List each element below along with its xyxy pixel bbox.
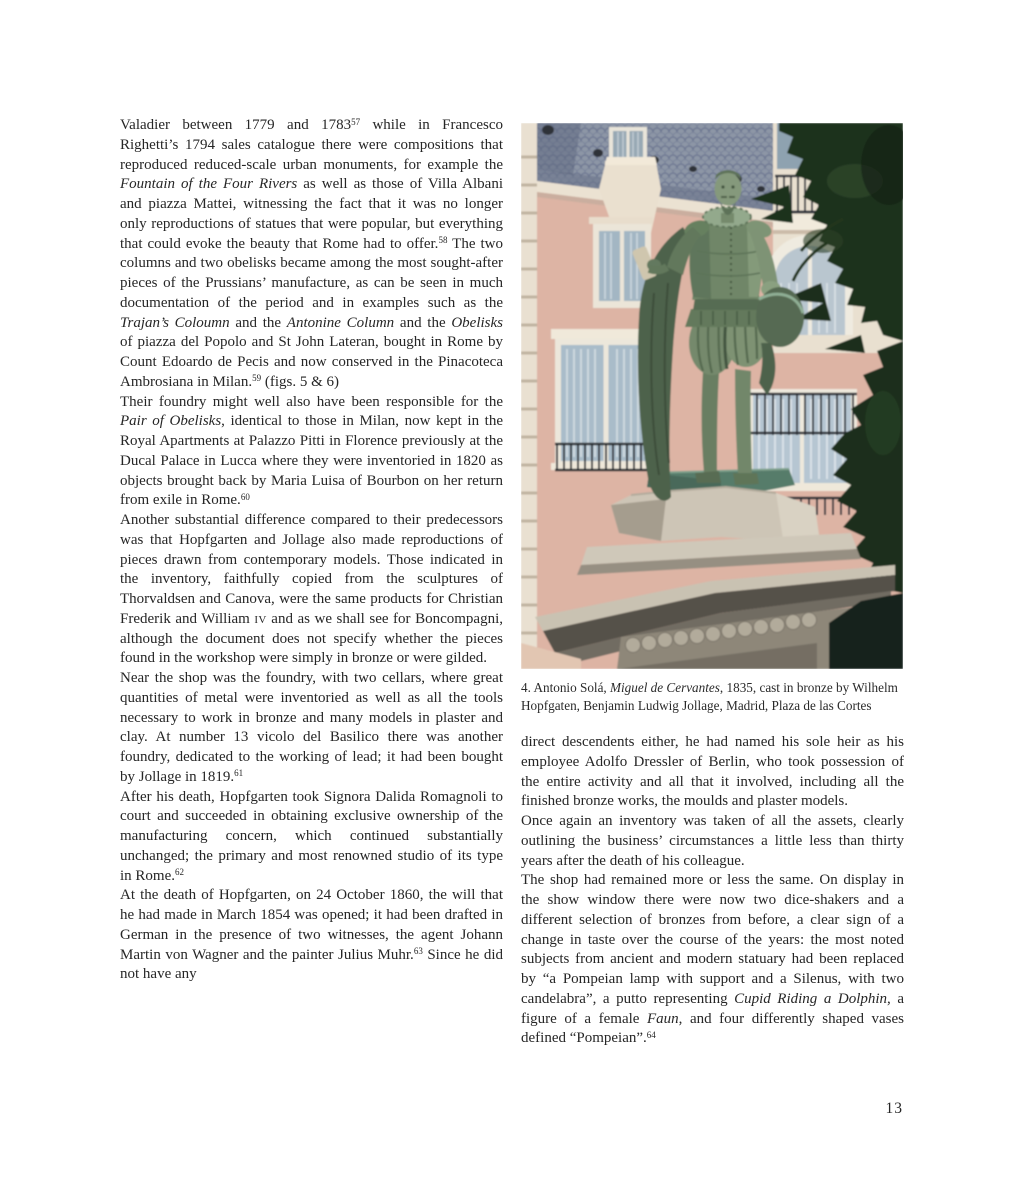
paragraph: After his death, Hopfgarten took Signora Dalida Romagnoli to court and succeeded in obtaining exclusive ownership of the manufacturing concern, which continued substantially unchanged; the primary and most renowned studio of its type in Rome.$^{62}$ <box>120 788 503 884</box>
paragraph: Once again an inventory was taken of all the assets, clearly outlining the business’ circumstances a little less than thirty years after the death of his colleague. <box>521 813 904 869</box>
left-column <box>120 116 503 985</box>
paragraph: The shop had remained more or less the same. On display in the show window there were now two dice-shakers and a different selection of bronzes from before, a clear sign of a change in taste over the course of the years: the most noted subjects from ancient and modern statuary had been replaced by “a Pompeian lamp with support and a Silenus, with two candelabra”, a putto representing Cupid Riding a Dolphin, a figure of a female Faun, and four differently shaped vases defined “Pompeian”.$^{64}$ <box>521 872 904 1047</box>
right-column <box>521 733 904 1049</box>
page-number: 13 <box>885 1100 903 1117</box>
corner-pilaster <box>521 123 537 669</box>
paragraph: Another substantial difference compared to their predecessors was that Hopfgarten and Jollage also made reproductions of pieces drawn from contemporary models. Those indicated in the inventory, faithfully copied from the sculptures of Thorvaldsen and Canova, were the same products for Christian Frederik and William iv and as we shall see for Boncompagni, although the document does not specify whether the pieces found in the workshop were simply in bronze or were gilded. <box>120 512 503 667</box>
paragraph: Near the shop was the foundry, with two cellars, where great quantities of metal were inventoried as well as all the tools necessary to work in bronze and many models in plaster and clay. At number 13 vicolo del Basilico there was another foundry, dedicated to the working of lead; it had been bought by Jollage in 1819.61 <box>120 670 503 785</box>
paragraph: direct descendents either, he had named his sole heir as his employee Adolfo Dressler of Berlin, who took possession of the entire activity and all that it involved, including all the finished bronze works, the moulds and plaster models. <box>521 734 904 810</box>
figure-4 <box>521 123 903 714</box>
paragraph: Their foundry might well also have been responsible for the Pair of Obelisks, identical to those in Milan, now kept in the Royal Apartments at Palazzo Pitti in Florence previously at the Ducal Palace in Lucca where they were inventoried in 1820 as objects brought back by Maria Luisa of Bourbon on her return from exile in Rome.$^{60}$ <box>120 393 503 509</box>
figure-photo <box>521 123 903 669</box>
figure-caption: 4. Antonio Solá, Miguel de Cervantes, 1835, cast in bronze by Wilhelm Hopfgaten, Benjamin Ludwig Jollage, Madrid, Plaza de las Cortes <box>521 680 898 713</box>
paragraph: At the death of Hopfgarten, on 24 October 1860, the will that he had made in March 1854 was opened; it had been drafted in German in the presence of two witnesses, the agent Johann Martin von Wagner and the painter Julius Muhr.$^{63}$ Since he did not have any <box>120 887 504 983</box>
paragraph: Valadier between 1779 and 1783$^{57}$ while in Francesco Righetti’s 1794 sales catalogue there were compositions that reproduced reduced-scale urban monuments, for example the Fountain of the Four Rivers as well as those of Villa Albani and piazza Mattei, witnessing the fact that it was no longer only reproductions of statues that were popular, but everything that could evoke the beauty that Rome had to offer.$^{58}$ The two columns and two obelisks became among the most sought-after pieces of the Prussians’ manufacture, as can be seen in much documentation of the period and in examples such as the Trajan’s Coloumn and the Antonine Column and the Obelisks of piazza del Popolo and St John Lateran, bought in Rome by Count Edoardo de Pecis and now conserved in the Pinacoteca Ambrosiana in Milan.$^{59}$ (figs. 5 & 6) <box>120 116 504 390</box>
